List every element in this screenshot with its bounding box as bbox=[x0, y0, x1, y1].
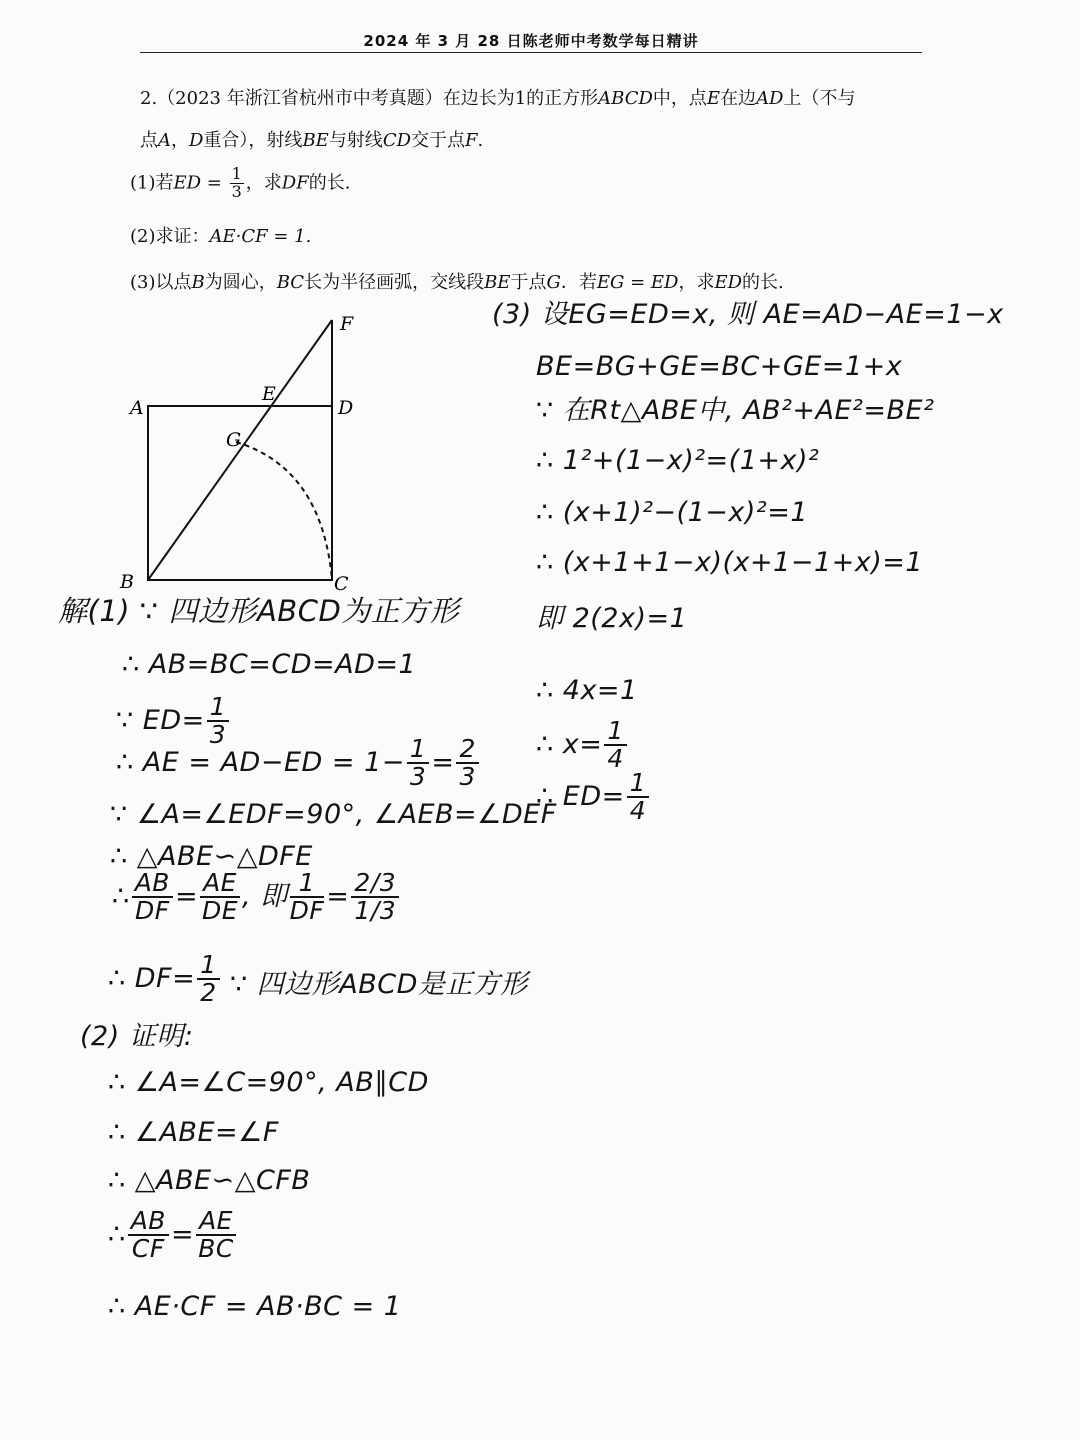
problem-line-2: 点A，D重合），射线BE与射线CD交于点F. bbox=[140, 130, 484, 151]
sol1-line-8: ∴ DF= $\frac{1}{2}$ bbox=[108, 952, 222, 1007]
sol3-line-4: ∴ 1²+(1−x)²=(1+x)² bbox=[536, 445, 820, 476]
sol3-line-1: (3) 设EG=ED=x, 则 AE=AD−AE=1−x bbox=[492, 299, 1004, 330]
sol2-line-3: ∴ ∠ABE=∠F bbox=[108, 1117, 279, 1148]
sol3-line-3: ∵ 在Rt△ABE中, AB²+AE²=BE² bbox=[536, 395, 935, 426]
question-3: (3)以点B为圆心，BC长为半径画弧，交线段BE于点G．若EG = ED，求ED的长. bbox=[130, 272, 784, 293]
label-c: C bbox=[334, 573, 349, 595]
sol2-line-2: ∴ ∠A=∠C=90°, AB∥CD bbox=[108, 1067, 429, 1098]
sol3-line-6: ∴ (x+1+1−x)(x+1−1+x)=1 bbox=[536, 547, 924, 578]
sol1-line-7: ∴ $\frac{AB}{DF}$ = $\frac{AE}{DE}$ , 即 $\frac{1}{DF}$ = $\frac{2/3}{1/3}$ bbox=[112, 870, 401, 925]
question-1: (1)若ED = $\frac{1}{3}$ ，求DF的长. bbox=[130, 164, 351, 201]
page-header: 2024 年 3 月 28 日陈老师中考数学每日精讲 bbox=[363, 32, 699, 50]
sol2-line-4: ∴ △ABE∽△CFB bbox=[108, 1165, 311, 1196]
sol3-line-5: ∴ (x+1)²−(1−x)²=1 bbox=[536, 497, 809, 528]
sol3-line-8: ∴ 4x=1 bbox=[536, 675, 638, 706]
question-2: (2)求证：AE·CF = 1. bbox=[130, 226, 312, 247]
sol1-line-5: ∵ ∠A=∠EDF=90°, ∠AEB=∠DEF bbox=[110, 799, 557, 830]
sol2-line-0: ∵ 四边形ABCD是正方形 bbox=[230, 969, 528, 1000]
label-b: B bbox=[120, 571, 134, 593]
label-f: F bbox=[340, 313, 354, 335]
sol2-line-6: ∴ AE·CF = AB·BC = 1 bbox=[108, 1291, 402, 1322]
fraction: $\frac{1}{3}$ bbox=[231, 164, 242, 201]
sol1-line-3: ∵ ED= $\frac{1}{3}$ bbox=[116, 694, 231, 749]
label-d: D bbox=[338, 397, 354, 419]
problem-line-1: 2.（2023 年浙江省杭州市中考真题）在边长为1的正方形ABCD中，点E在边AD上（不与 bbox=[140, 88, 856, 109]
label-e: E bbox=[262, 383, 276, 405]
sol3-line-10: ∴ ED= $\frac{1}{4}$ bbox=[536, 770, 651, 825]
sol3-line-9: ∴ x= $\frac{1}{4}$ bbox=[536, 718, 629, 773]
arc-gc bbox=[236, 442, 332, 580]
sol2-line-1: (2) 证明: bbox=[80, 1021, 194, 1052]
sol1-line-4: ∴ AE = AD−ED = 1− $\frac{1}{3}$ = $\frac{2}{3}$ bbox=[116, 736, 481, 791]
label-g: G bbox=[226, 429, 242, 451]
label-a: A bbox=[130, 397, 144, 419]
sol1-line-6: ∴ △ABE∽△DFE bbox=[110, 841, 313, 872]
sol3-line-7: 即 2(2x)=1 bbox=[536, 603, 688, 634]
sol1-line-1: 解(1) ∵ 四边形ABCD为正方形 bbox=[58, 594, 460, 628]
sol3-line-2: BE=BG+GE=BC+GE=1+x bbox=[536, 351, 903, 382]
sol1-line-2: ∴ AB=BC=CD=AD=1 bbox=[122, 649, 417, 680]
sol2-line-5: ∴ $\frac{AB}{CF}$ = $\frac{AE}{BC}$ bbox=[108, 1208, 238, 1263]
